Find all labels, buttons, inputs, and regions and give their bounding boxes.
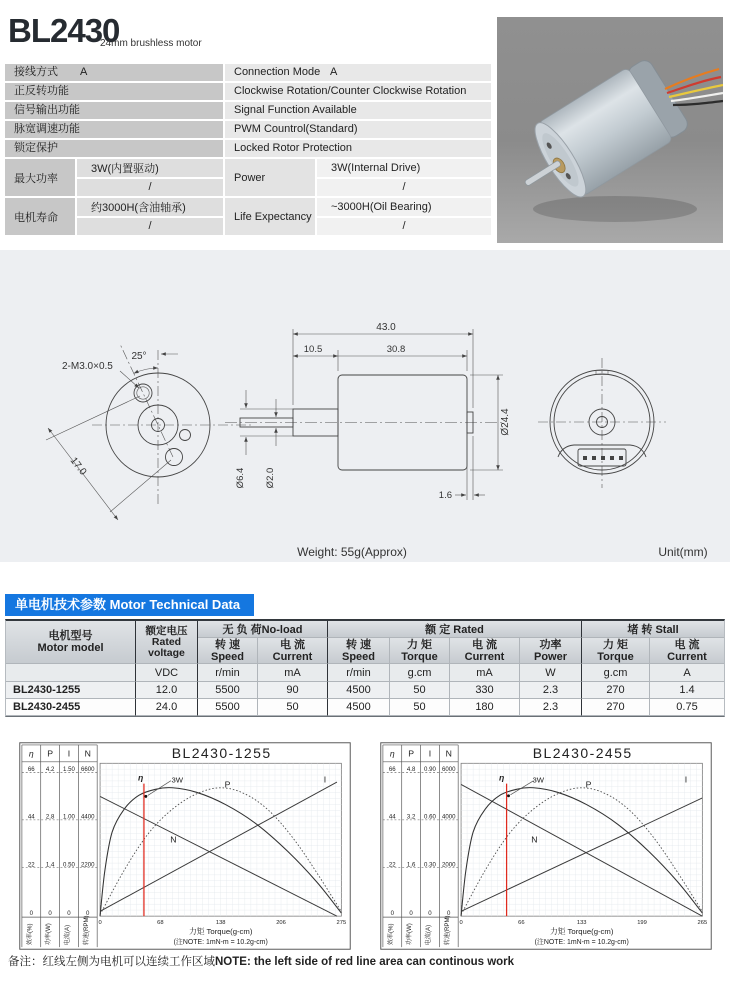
power-point-label: 3W: [171, 775, 184, 785]
tech-cell: 4500: [328, 682, 390, 699]
tech-unit: g.cm: [582, 664, 650, 682]
svg-text:4400: 4400: [81, 813, 95, 821]
tech-table: [5, 619, 725, 717]
page-title: BL2430: [8, 12, 120, 49]
tech-cell: 0.75: [650, 699, 724, 716]
x-tick: 0: [98, 919, 102, 926]
x-axis-label: 力矩 Torque(g-cm): [189, 927, 253, 937]
x-tick: 68: [157, 919, 164, 926]
svg-text:1.50: 1.50: [63, 766, 75, 774]
svg-text:0.50: 0.50: [63, 861, 75, 869]
tech-cell: 50: [390, 682, 450, 699]
spec-cn-value: /: [77, 179, 223, 197]
chart-title: BL2430-2455: [532, 744, 633, 761]
dim-spacing: 17.0: [67, 455, 89, 478]
tech-unit: A: [650, 664, 724, 682]
svg-text:0.90: 0.90: [424, 766, 436, 774]
spec-en-label: Life Expectancy: [225, 198, 315, 235]
tech-subheader: 电 流 Current: [450, 638, 520, 664]
p-label: P: [224, 779, 231, 790]
svg-text:66: 66: [27, 766, 35, 774]
x-tick: 206: [276, 919, 286, 926]
svg-text:η: η: [389, 748, 395, 759]
i-label: I: [684, 774, 688, 785]
tech-cell: 2.3: [520, 682, 582, 699]
tech-cell: 2.3: [520, 699, 582, 716]
dim-body-length: 30.8: [386, 344, 406, 355]
dim-shaft-diameter: Ø2.0: [265, 467, 276, 489]
page-footnote: [8, 953, 514, 969]
y-axis-name: 功率(W): [406, 923, 414, 946]
rear-view: [538, 358, 666, 488]
dim-angle: 25°: [131, 351, 147, 362]
front-view: [46, 344, 252, 520]
spec-en-label: PWM Countrol(Standard): [225, 121, 491, 138]
spec-en-value: A: [330, 66, 338, 78]
x-tick: 0: [459, 919, 463, 926]
svg-text:44: 44: [388, 813, 396, 821]
page-subtitle: 24mm brushless motor: [100, 38, 202, 49]
tech-cell: 50: [258, 699, 328, 716]
chart-bl2430-2455: [380, 742, 712, 950]
rated-point-marker: [144, 795, 147, 798]
product-photo: [497, 17, 723, 243]
tech-unit: g.cm: [390, 664, 450, 682]
chart-title: BL2430-1255: [171, 744, 272, 761]
chart-curves: [100, 763, 341, 916]
x-tick: 275: [336, 919, 347, 926]
tech-unit: W: [520, 664, 582, 682]
chart-bl2430-1255: [19, 742, 351, 950]
tech-group-rated: 额 定 Rated: [328, 621, 582, 638]
svg-text:0.60: 0.60: [424, 813, 436, 821]
tech-cell: 1.4: [650, 682, 724, 699]
svg-text:0: 0: [447, 910, 451, 918]
tech-unit: mA: [258, 664, 328, 682]
y-axis-name: 效率(%): [26, 923, 34, 946]
svg-text:44: 44: [27, 813, 35, 821]
tech-subheader: 电 流 Current: [258, 638, 328, 664]
spec-en-value: 3W(Internal Drive): [317, 159, 491, 177]
x-axis-label: 力矩 Torque(g-cm): [550, 927, 614, 937]
svg-text:0: 0: [48, 910, 52, 918]
spec-row: [5, 159, 491, 196]
svg-text:4.2: 4.2: [45, 766, 55, 774]
eta-label: η: [137, 772, 144, 783]
x-tick: 199: [637, 919, 647, 926]
tech-cell: 90: [258, 682, 328, 699]
tech-cell: 5500: [198, 699, 258, 716]
svg-text:2.8: 2.8: [45, 813, 55, 821]
y-axis-name: 转速(RPM): [82, 915, 90, 946]
spec-en-label: Connection Mode: [234, 66, 321, 78]
tech-cell: 180: [450, 699, 520, 716]
x-tick: 138: [215, 919, 226, 926]
tech-subheader: 力 矩 Torque: [390, 638, 450, 664]
tech-cell: 270: [582, 682, 650, 699]
svg-text:0: 0: [428, 910, 432, 918]
svg-text:P: P: [408, 748, 415, 759]
spec-en-label: Signal Function Available: [225, 102, 491, 119]
y-axis-name: 电流(A): [63, 924, 71, 946]
tech-subheader: 电 流 Current: [650, 638, 724, 664]
spec-row: [5, 198, 491, 235]
dimension-drawing: [0, 250, 730, 562]
spec-cn-label: 锁定保护: [5, 140, 223, 157]
tech-unit: VDC: [136, 664, 198, 682]
side-view: [225, 322, 511, 501]
spec-row: [5, 83, 491, 100]
spec-cn-label: 信号输出功能: [5, 102, 223, 119]
svg-text:66: 66: [388, 766, 396, 774]
dim-total-length: 43.0: [376, 322, 396, 333]
svg-text:0: 0: [67, 910, 71, 918]
dim-body-diameter: Ø24.4: [500, 408, 511, 436]
tech-cell: 12.0: [136, 682, 198, 699]
eta-label: η: [498, 772, 505, 783]
svg-text:4.8: 4.8: [406, 766, 416, 774]
spec-cn-label: 最大功率: [5, 159, 75, 196]
svg-text:22: 22: [27, 861, 35, 869]
weight-label: Weight: 55g(Approx): [297, 545, 407, 559]
spec-en-label: Locked Rotor Protection: [225, 140, 491, 157]
tech-cell: 5500: [198, 682, 258, 699]
tech-cell: 4500: [328, 699, 390, 716]
svg-text:η: η: [28, 748, 34, 759]
dim-thread: 2-M3.0×0.5: [62, 361, 113, 372]
x-tick: 265: [697, 919, 708, 926]
y-axis-name: 效率(%): [387, 923, 395, 946]
svg-text:P: P: [47, 748, 54, 759]
unit-label: Unit(mm): [658, 545, 708, 559]
spec-cn-label: 电机寿命: [5, 198, 75, 235]
svg-text:0.30: 0.30: [424, 861, 436, 869]
tech-group-stall: 堵 转 Stall: [582, 621, 724, 638]
svg-text:1.00: 1.00: [63, 813, 75, 821]
spec-table: [5, 64, 491, 235]
tech-unit: mA: [450, 664, 520, 682]
chart-curves: [461, 763, 702, 916]
x-tick: 66: [518, 919, 525, 926]
tech-row-model: BL2430-1255: [6, 682, 136, 699]
tech-unit: r/min: [328, 664, 390, 682]
dim-step: 1.6: [438, 490, 452, 501]
tech-voltage-header: 额定电压 Rated voltage: [136, 621, 198, 664]
dim-bushing-diameter: Ø6.4: [235, 467, 246, 489]
svg-text:4000: 4000: [442, 813, 456, 821]
svg-text:1.4: 1.4: [45, 861, 55, 869]
tech-subheader: 转 速 Speed: [198, 638, 258, 664]
svg-text:2200: 2200: [81, 861, 95, 869]
motor-photo-illustration: [497, 17, 723, 243]
p-label: P: [585, 779, 592, 790]
tech-cell: 50: [390, 699, 450, 716]
svg-text:N: N: [84, 748, 91, 759]
svg-text:N: N: [445, 748, 452, 759]
n-label: N: [531, 834, 538, 845]
spec-en-value: ~3000H(Oil Bearing): [317, 198, 491, 216]
y-axis-name: 电流(A): [424, 924, 432, 946]
svg-text:I: I: [428, 748, 432, 759]
spec-cn-value: A: [80, 66, 88, 78]
footnote-en: NOTE: the left side of red line area can continous work: [215, 956, 515, 968]
svg-text:I: I: [67, 748, 71, 759]
svg-text:6600: 6600: [81, 766, 95, 774]
tech-subheader: 功率 Power: [520, 638, 582, 664]
svg-text:0: 0: [409, 910, 413, 918]
chart-note: (注NOTE: 1mN-m = 10.2g-cm): [534, 939, 629, 947]
svg-text:0: 0: [29, 910, 33, 918]
section-banner: 单电机技术参数 Motor Technical Data: [5, 594, 254, 616]
performance-chart-svg: [19, 742, 351, 950]
spec-row: [5, 121, 491, 138]
rated-point-marker: [507, 794, 510, 797]
svg-text:0: 0: [390, 910, 394, 918]
connector-pins: [583, 456, 623, 460]
y-axis-name: 功率(W): [45, 923, 53, 946]
spec-en-label: Power: [225, 159, 315, 196]
i-label: I: [323, 774, 327, 785]
svg-text:1.6: 1.6: [406, 861, 416, 869]
spec-cn-value: /: [77, 218, 223, 236]
spec-row: [5, 140, 491, 157]
dim-front-length: 10.5: [303, 344, 323, 355]
tech-model-header: 电机型号 Motor model: [6, 621, 136, 664]
y-axis-name: 转速(RPM): [443, 915, 451, 946]
tech-cell: 330: [450, 682, 520, 699]
svg-text:2000: 2000: [442, 861, 456, 869]
spec-cn-label: 脉宽调速功能: [5, 121, 223, 138]
tech-unit: r/min: [198, 664, 258, 682]
spec-cn-value: 3W(内置驱动): [77, 159, 223, 177]
spec-row: [5, 102, 491, 119]
performance-chart-svg: [380, 742, 712, 950]
tech-row-model: BL2430-2455: [6, 699, 136, 716]
power-point-label: 3W: [532, 775, 545, 785]
x-tick: 133: [576, 919, 587, 926]
tech-group-noload: 无 负 荷No-load: [198, 621, 328, 638]
spec-cn-value: 约3000H(含油轴承): [77, 198, 223, 216]
svg-text:0: 0: [86, 910, 90, 918]
svg-text:3.2: 3.2: [406, 813, 416, 821]
spec-cn-label: 接线方式: [14, 66, 58, 78]
dimension-drawing-section: [0, 250, 730, 562]
spec-en-label: Clockwise Rotation/Counter Clockwise Rotation: [225, 83, 491, 100]
tech-subheader: 力 矩 Torque: [582, 638, 650, 664]
tech-unit: [6, 664, 136, 682]
spec-en-value: /: [317, 179, 491, 197]
svg-text:6000: 6000: [442, 766, 456, 774]
spec-row: [5, 64, 491, 81]
spec-en-value: /: [317, 218, 491, 236]
n-label: N: [170, 834, 177, 845]
chart-note: (注NOTE: 1mN-m = 10.2g-cm): [173, 939, 268, 947]
tech-cell: 24.0: [136, 699, 198, 716]
svg-text:22: 22: [388, 861, 396, 869]
spec-cn-label: 正反转功能: [5, 83, 223, 100]
footnote-cn: 备注：红线左侧为电机可以连续工作区域: [8, 956, 215, 968]
tech-cell: 270: [582, 699, 650, 716]
tech-subheader: 转 速 Speed: [328, 638, 390, 664]
